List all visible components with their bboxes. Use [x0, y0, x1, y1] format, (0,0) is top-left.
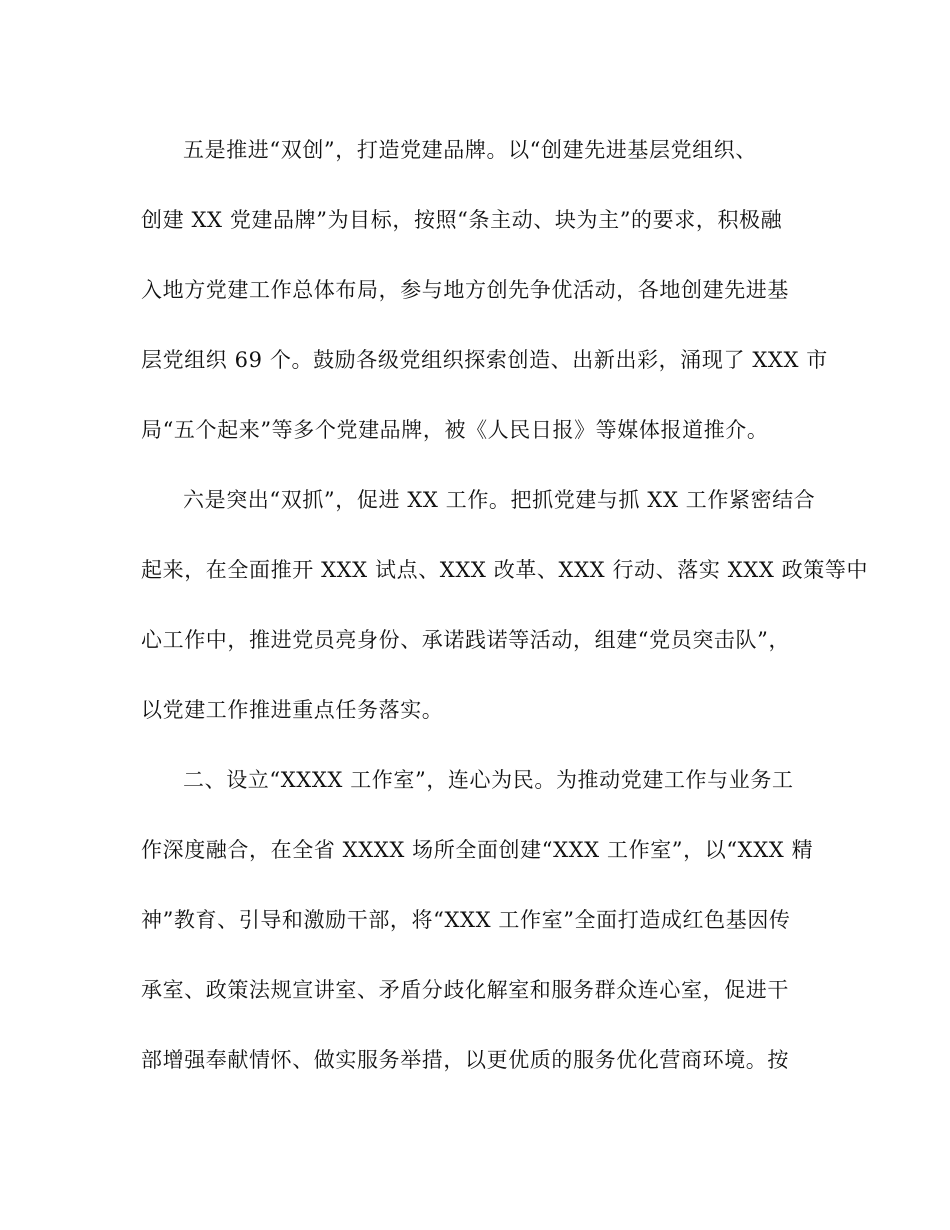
paragraph-3-line-5: 部增强奉献情怀、做实服务举措，以更优质的服务优化营商环境。按 [141, 1048, 789, 1072]
paragraph-2-line-4: 以党建工作推进重点任务落实。 [141, 698, 444, 722]
paragraph-1-line-3: 入地方党建工作总体布局，参与地方创先争优活动，各地创建先进基 [141, 278, 789, 302]
paragraph-3-line-1: 二、设立“XXXX 工作室”，连心为民。为推动党建工作与业务工 [183, 768, 794, 792]
paragraph-1-line-4: 层党组织 69 个。鼓励各级党组织探索创造、出新出彩，涌现了 XXX 市 [141, 348, 828, 372]
paragraph-2-line-3: 心工作中，推进党员亮身份、承诺践诺等活动，组建“党员突击队”， [141, 628, 791, 652]
paragraph-3-line-3: 神”教育、引导和激励干部，将“XXX 工作室”全面打造成红色基因传 [141, 908, 791, 932]
paragraph-1-line-5: 局“五个起来”等多个党建品牌，被《人民日报》等媒体报道推介。 [141, 418, 769, 442]
paragraph-2-line-1: 六是突出“双抓”，促进 XX 工作。把抓党建与抓 XX 工作紧密结合 [183, 488, 816, 512]
paragraph-3-line-4: 承室、政策法规宣讲室、矛盾分歧化解室和服务群众连心室，促进干 [141, 978, 789, 1002]
paragraph-1-line-2: 创建 XX 党建品牌”为目标，按照“条主动、块为主”的要求，积极融 [141, 208, 783, 232]
paragraph-3-line-2: 作深度融合，在全省 XXXX 场所全面创建“XXX 工作室”，以“XXX 精 [141, 838, 814, 862]
paragraph-2-line-2: 起来，在全面推开 XXX 试点、XXX 改革、XXX 行动、落实 XXX 政策等中 [141, 558, 869, 582]
paragraph-1-line-1: 五是推进“双创”，打造党建品牌。以“创建先进基层党组织、 [183, 138, 758, 162]
